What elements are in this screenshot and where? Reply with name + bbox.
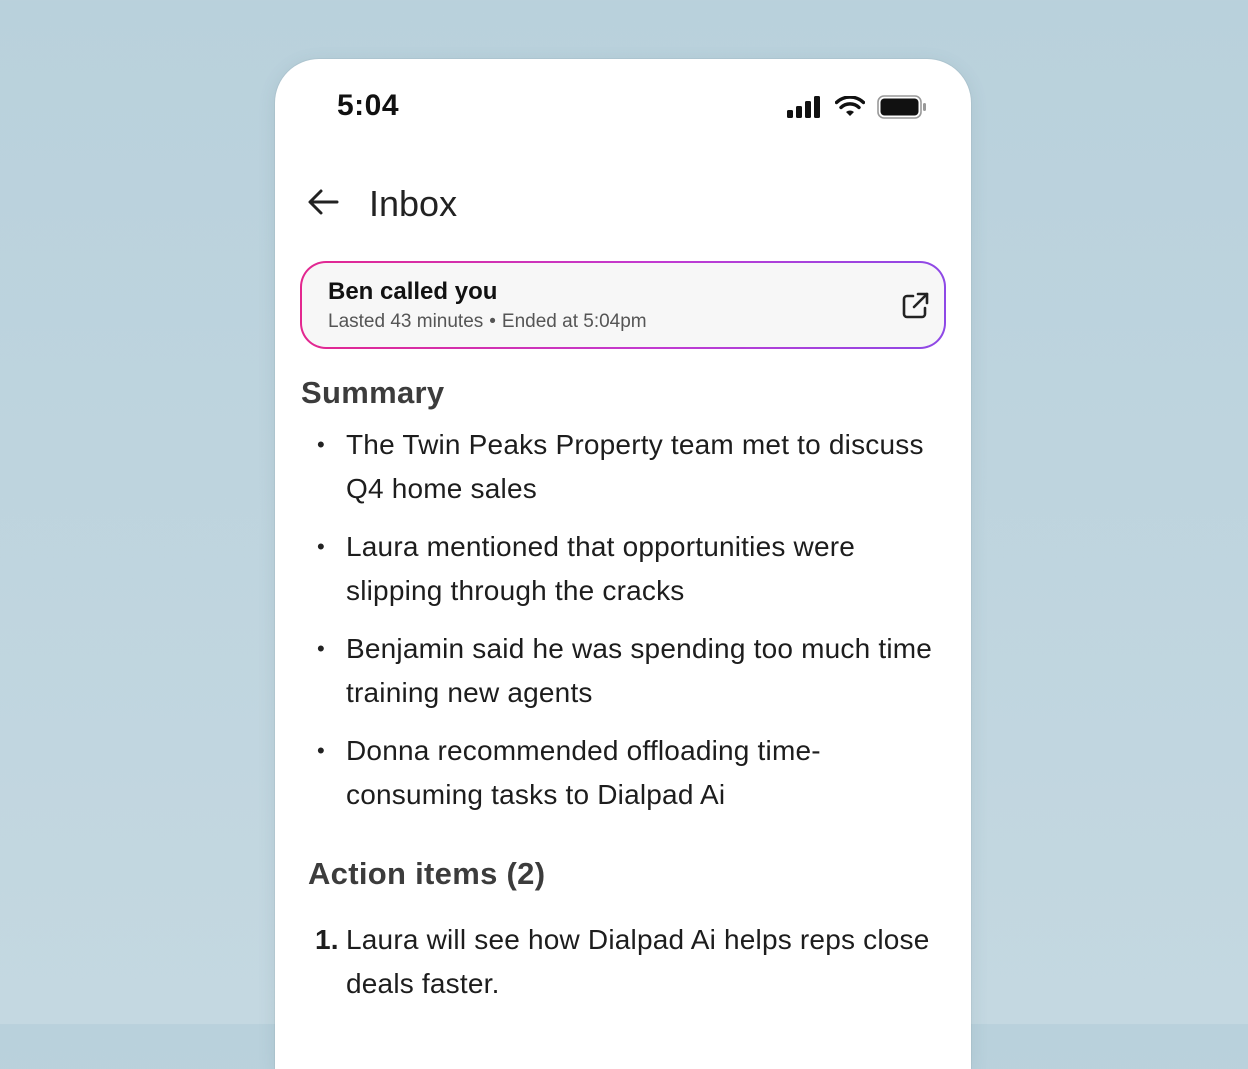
bullet-glyph: • (317, 534, 325, 559)
page-title: Inbox (369, 183, 458, 224)
action-items-list (315, 918, 935, 1006)
summary-item-text: The Twin Peaks Property team met to discuss Q4 home sales (346, 429, 924, 504)
action-item-text: Laura will see how Dialpad Ai helps reps close deals faster. (346, 924, 930, 999)
open-call-button[interactable] (900, 291, 930, 321)
call-card-body (302, 263, 944, 347)
bullet-glyph: • (317, 738, 325, 763)
list-item (317, 627, 937, 715)
arrow-left-icon (307, 188, 339, 221)
status-time: 5:04 (337, 89, 400, 122)
call-meta (328, 309, 918, 335)
bullet-glyph: • (317, 636, 325, 661)
call-duration: Lasted 43 minutes (328, 311, 484, 332)
wifi-icon (835, 96, 865, 123)
external-link-icon (900, 308, 930, 325)
call-title: Ben called you (328, 278, 498, 305)
summary-item-text: Benjamin said he was spending too much time training new agents (346, 633, 933, 708)
call-ended-time: Ended at 5:04pm (501, 311, 647, 332)
summary-item-text: Laura mentioned that opportunities were slipping through the cracks (346, 531, 856, 606)
back-button[interactable] (303, 184, 343, 224)
nav-bar (303, 183, 457, 225)
summary-list (317, 423, 937, 831)
list-item (317, 525, 937, 613)
summary-heading: Summary (301, 375, 445, 410)
phone-screen (275, 59, 971, 1069)
list-item (317, 423, 937, 511)
meta-separator: • (489, 311, 496, 332)
bullet-glyph: • (317, 432, 325, 457)
list-item (317, 729, 937, 817)
signal-icon (787, 96, 823, 123)
call-card[interactable] (300, 261, 946, 349)
action-items-heading: Action items (2) (308, 856, 546, 891)
list-item (315, 918, 935, 1006)
status-icons (787, 95, 927, 124)
battery-icon (877, 95, 927, 124)
summary-item-text: Donna recommended offloading time-consuming tasks to Dialpad Ai (346, 735, 821, 810)
item-number: 1. (315, 924, 339, 955)
